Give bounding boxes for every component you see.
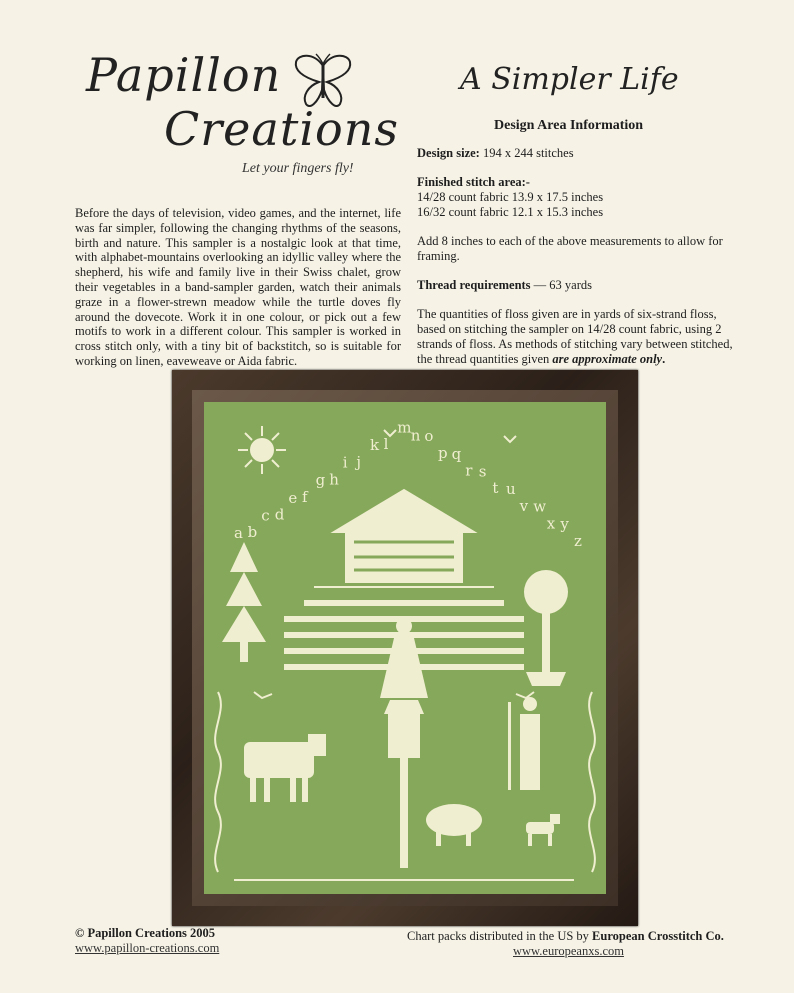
section-heading: Design Area Information — [494, 118, 644, 133]
footer-right — [407, 929, 724, 959]
distributor-link[interactable]: www.europeanxs.com — [513, 944, 624, 958]
sampler-letter: h — [329, 470, 339, 489]
sampler-letter: e — [288, 488, 298, 507]
floss-note — [417, 307, 737, 367]
distributed-prefix: Chart packs distributed in the US by — [407, 929, 593, 943]
sampler-letter: j — [356, 452, 362, 471]
sampler-artwork — [204, 402, 606, 894]
sampler-letter: n — [410, 426, 421, 445]
logo-wordmark-creations: Creations — [164, 102, 399, 156]
sampler-letter: d — [274, 505, 285, 524]
sheep-motif — [426, 804, 482, 846]
sampler-letter: q — [451, 444, 462, 463]
tree-motif-right — [524, 570, 568, 686]
shepherd-motif — [508, 697, 540, 790]
sun-motif — [238, 426, 286, 474]
sampler-letter: u — [506, 480, 516, 498]
vine-border-right — [589, 692, 595, 872]
finished-stitch-area — [417, 175, 737, 220]
design-title: A Simpler Life — [460, 62, 679, 97]
cow-motif — [244, 734, 326, 802]
sampler-letter: o — [424, 427, 434, 446]
woman-figure-motif — [380, 618, 428, 698]
logo-tagline: Let your fingers fly! — [242, 161, 354, 176]
floss-note-text: The quantities of floss given are in yards of six-strand floss, based on stitching the sampler on 14/28 count fabric, using 2 strands of floss. As methods of stitching vary between stitched, the thread quantities given — [417, 307, 733, 366]
sampler-letter: m — [397, 418, 412, 437]
vine-border-left — [215, 692, 221, 872]
sampler-letter: r — [465, 461, 473, 480]
sampler-letter: k — [370, 436, 380, 454]
design-info — [417, 146, 737, 381]
sampler-picture-frame — [172, 370, 638, 926]
sampler-letter: p — [438, 444, 448, 462]
sampler-letter: s — [478, 462, 487, 481]
sampler-letter: i — [342, 453, 348, 472]
sampler-letter: v — [519, 496, 529, 515]
sampler-motifs — [215, 426, 595, 880]
sampler-image — [204, 402, 606, 894]
sampler-letter: z — [574, 532, 582, 550]
sampler-letter: c — [261, 506, 270, 525]
tree-motif-left — [222, 542, 266, 662]
frame-moulding — [192, 390, 618, 906]
distributor-name: European Crosstitch Co. — [592, 929, 724, 943]
sampler-letter: a — [234, 524, 243, 542]
chalet-motif — [314, 490, 494, 587]
sampler-letter: f — [302, 488, 308, 506]
floss-note-end: . — [662, 352, 666, 366]
sampler-letter: x — [546, 514, 556, 533]
sampler-letter: y — [560, 515, 569, 534]
thread-label: Thread requirements — [417, 278, 531, 292]
website-link[interactable]: www.papillon-creations.com — [75, 941, 220, 955]
floss-note-emphasis: are approximate only — [552, 352, 663, 366]
footer-left — [75, 926, 219, 956]
design-size-label: Design size: — [417, 146, 480, 160]
finished-area-line-16: 16/32 count fabric 12.1 x 15.3 inches — [417, 205, 604, 219]
thread-requirements — [417, 278, 737, 293]
dog-motif — [526, 814, 560, 846]
sampler-letter: t — [492, 479, 499, 498]
design-size — [417, 146, 737, 161]
finished-area-line-14: 14/28 count fabric 13.9 x 17.5 inches — [417, 190, 604, 204]
sampler-letter: l — [383, 435, 389, 454]
copyright: © Papillon Creations 2005 — [75, 926, 216, 940]
finished-area-label: Finished stitch area:- — [417, 175, 530, 189]
dovecote-motif — [384, 700, 424, 868]
thread-value: — 63 yards — [533, 278, 592, 292]
sampler-letter: w — [533, 497, 547, 516]
logo-wordmark-papillon: Papillon — [86, 48, 282, 102]
design-size-value: 194 x 244 stitches — [482, 146, 574, 160]
intro-paragraph: Before the days of television, video games, and the internet, life was far simpler, following the changing rhythms of the seasons, birth and nature. This sampler is a nostalgic look at that time, with alphabet-mountains overlooking an idyllic valley where the shepherd, his wife and family live in their Swiss chalet, grow their vegetables in a band-sampler garden, watch their animals graze in a flower-strewn meadow while the turtle doves fly around the dovecote. Work it in one colour, or pick out a few motifs to work in a different colour. This sampler is worked in cross stitch only, with a tiny bit of backstitch, so is suitable for working on linen, eaveweave or Aida fabric. — [75, 206, 401, 368]
brand-logo — [76, 44, 399, 194]
sampler-letter: g — [315, 471, 326, 490]
framing-note: Add 8 inches to each of the above measurements to allow for framing. — [417, 234, 723, 263]
sampler-letter: b — [247, 523, 258, 542]
